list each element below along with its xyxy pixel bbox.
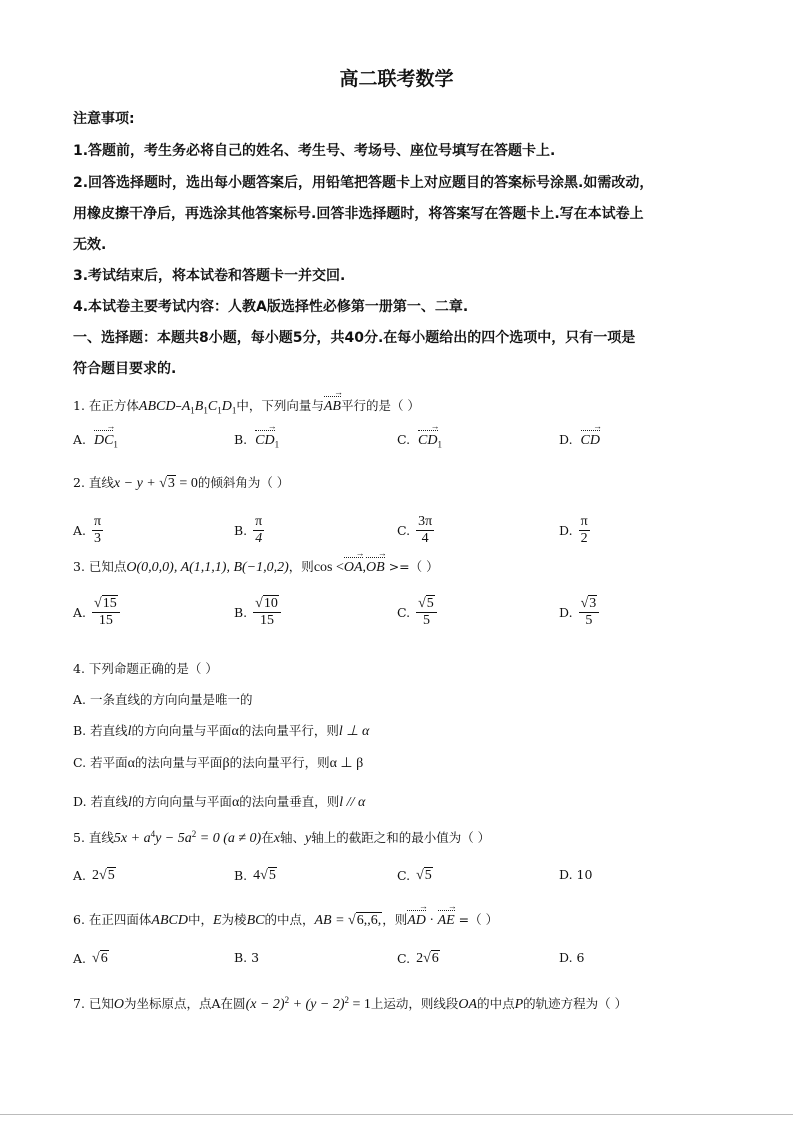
q2-option-a: A. $\frac{\pi}{3}$ — [73, 514, 102, 547]
q2-option-c: C. $\frac{3\pi}{4}$ — [397, 514, 433, 547]
q2-option-b: B. $\frac{\pi}{4}$ — [234, 514, 263, 547]
question-7-stem: 7. 已知O为坐标原点，点A在圆$(x - 2)^2 + (y - 2)^2 = 1$上运动，则线段OA的中点P的轨迹方程为（ ） — [73, 994, 628, 1012]
section-heading-line-2: 符合题目要求的. — [73, 361, 177, 377]
note-1: 1.答题前，考生务必将自己的姓名、考生号、考场号、座位号填写在答题卡上. — [73, 143, 556, 159]
q3-option-a: A. $\frac{√15}{15}$ — [73, 596, 120, 629]
q4-option-d: D. 若直线l的方向向量与平面α的法向量垂直，则l // α — [73, 794, 366, 810]
notes-heading: 注意事项: — [73, 111, 135, 127]
q6-option-c: C. 2√6 — [397, 951, 439, 966]
q5-option-b: B. 4√5 — [234, 868, 276, 883]
q5-option-c: C. √5 — [397, 868, 432, 883]
q2-option-d: D. $\frac{\pi}{2}$ — [559, 514, 588, 547]
q6-option-b: B. 3 — [234, 950, 260, 965]
note-4: 4.本试卷主要考试内容：人教A版选择性必修第一册第一、二章. — [73, 299, 469, 315]
q4-option-b: B. 若直线l的方向向量与平面α的法向量平行，则l ⊥ α — [73, 723, 370, 739]
q3-option-d: D. $\frac{√3}{5}$ — [559, 596, 599, 629]
q4-option-a: A. 一条直线的方向向量是唯一的 — [73, 692, 253, 707]
note-3: 3.考试结束后，将本试卷和答题卡一并交回. — [73, 268, 346, 284]
q1-option-b: B. CD $\to_1$ — [234, 432, 279, 450]
q6-option-a: A. √6 — [73, 951, 108, 966]
question-2-stem: 2. 直线x − y + √3 = 0的倾斜角为（ ） — [73, 475, 290, 491]
q1-option-a: A. DC $\to_1$ — [73, 432, 118, 450]
question-3-stem: 3. 已知点O(0,0,0), A(1,1,1), B(−1,0,2)，则cos <OA →,OB → >=（ ） — [73, 557, 439, 576]
q5-option-a: A. 2√5 — [73, 868, 115, 883]
question-5-stem: 5. 直线$5x + a^4y - 5a^2 = 0$ (a ≠ 0)在x轴、y轴上的截距之和的最小值为（ ） — [73, 828, 491, 846]
question-6-stem: 6. 在正四面体ABCD中，E为棱BC的中点，AB = √6,,6,，则AD → · AE → =（ ） — [73, 910, 498, 929]
note-2-line-3: 无效. — [73, 237, 107, 253]
q3-option-c: C. $\frac{√5}{5}$ — [397, 596, 437, 629]
q4-option-c: C. 若平面α的法向量与平面β的法向量平行，则α ⊥ β — [73, 755, 364, 771]
q1-option-c: C. CD $\to_1$ — [397, 432, 442, 450]
page-title: 高二联考数学 — [339, 68, 454, 90]
note-2-line-2: 用橡皮擦干净后，再选涂其他答案标号.回答非选择题时，将答案写在答题卡上.写在本试卷上 — [73, 206, 644, 222]
q5-option-d: D. 10 — [559, 867, 593, 882]
question-1-stem: 1. 在正方体ABCD–$A_1B_1C_1D_1$中，下列向量与AB →平行的是（ ） — [73, 396, 420, 416]
note-2-line-1: 2.回答选择题时，选出每小题答案后，用铅笔把答题卡上对应题目的答案标号涂黑.如需改动， — [73, 175, 654, 191]
q3-option-b: B. $\frac{√10}{15}$ — [234, 596, 281, 629]
question-4-stem: 4. 下列命题正确的是（ ） — [73, 661, 218, 676]
q6-option-d: D. 6 — [559, 950, 585, 965]
page-bottom-divider — [0, 1114, 793, 1115]
section-heading-line-1: 一、选择题：本题共8小题，每小题5分，共40分.在每小题给出的四个选项中，只有一项是 — [73, 330, 636, 346]
q1-option-d: D. CD → — [559, 432, 600, 449]
